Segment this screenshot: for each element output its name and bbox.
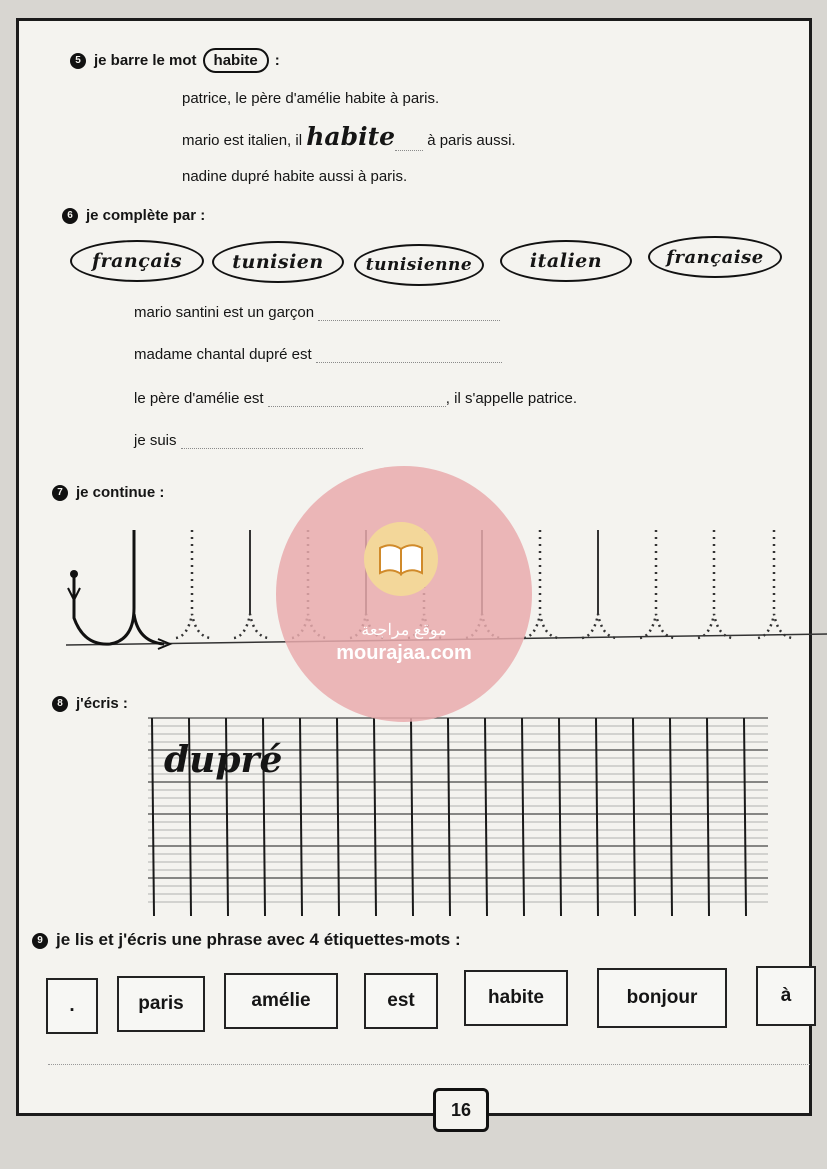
word-tag-amelie: amélie [224,973,338,1029]
answer-blank [316,348,502,363]
exercise-6-number: 6 [62,208,78,224]
exercise-5-colon: : [274,52,280,69]
word-option-francais: français [70,240,204,282]
exercise-7-number: 7 [52,485,68,501]
exercise-8-heading [52,695,128,712]
exercise-5-line-2 [182,122,516,151]
watermark [276,466,532,722]
line-1-text: mario santini est un garçon [134,304,315,321]
line-2-end: à paris aussi. [427,132,516,149]
answer-blank [181,434,363,449]
word-tag-paris: paris [117,976,205,1032]
exercise-6-line-1 [134,304,500,321]
tracing-curve [640,614,674,638]
book-logo-icon [364,522,438,596]
answer-blank [395,136,423,151]
model-word-dupre: dupré [164,739,283,781]
exercise-6-line-4 [134,432,363,449]
exercise-6-instruction: je complète par : [86,207,206,224]
tracing-curve [234,614,268,638]
exercise-9-heading [32,930,461,950]
exercise-6-line-2 [134,346,502,363]
exercise-6-heading [62,207,205,224]
circled-word-habite: habite [203,48,269,73]
word-tag-period: . [46,978,98,1034]
line-2-start: mario est italien, il [182,132,303,149]
word-tag-est: est [364,973,438,1029]
word-tag-bonjour: bonjour [597,968,727,1028]
exercise-8-number: 8 [52,696,68,712]
exercise-5-heading [70,48,280,73]
answer-writing-line [48,1064,810,1065]
stroke-start-dot [70,570,78,578]
exercise-5-line-1: patrice, le père d'amélie habite à paris. [182,90,440,107]
tracing-curve [698,614,732,638]
word-option-tunisien: tunisien [212,241,344,283]
page-number: 16 [433,1088,489,1132]
exercise-6-line-3 [134,390,577,407]
word-option-tunisienne: tunisienne [354,244,484,286]
answer-blank [318,306,500,321]
watermark-arabic: موقع مراجعة [361,622,447,639]
tracing-curve [582,614,616,638]
word-option-italien: italien [500,240,632,282]
exercise-8-instruction: j'écris : [76,695,128,712]
exercise-5-number: 5 [70,53,86,69]
model-letter-stroke [74,530,134,644]
line-2-text: madame chantal dupré est [134,346,312,363]
tracing-curve [176,614,210,638]
exercise-5-line-3: nadine dupré habite aussi à paris. [182,168,408,185]
exercise-9-instruction: je lis et j'écris une phrase avec 4 étiquettes-mots : [56,930,461,949]
exercise-7-instruction: je continue : [76,484,165,501]
handwritten-answer-habite: habite [306,122,396,151]
exercise-7-heading [52,484,164,501]
exercise-5-instruction: je barre le mot [94,52,197,69]
open-book-icon [364,522,438,596]
watermark-site: mourajaa.com [336,642,472,664]
line-3-end: , il s'appelle patrice. [445,390,578,407]
answer-blank [268,392,446,407]
exercise-9-number: 9 [32,933,48,949]
word-tag-habite: habite [464,970,568,1026]
word-tag-a: à [756,966,816,1026]
word-option-francaise: française [648,236,782,278]
line-3-text: le père d'amélie est [134,390,264,407]
line-4-text: je suis [134,432,177,449]
